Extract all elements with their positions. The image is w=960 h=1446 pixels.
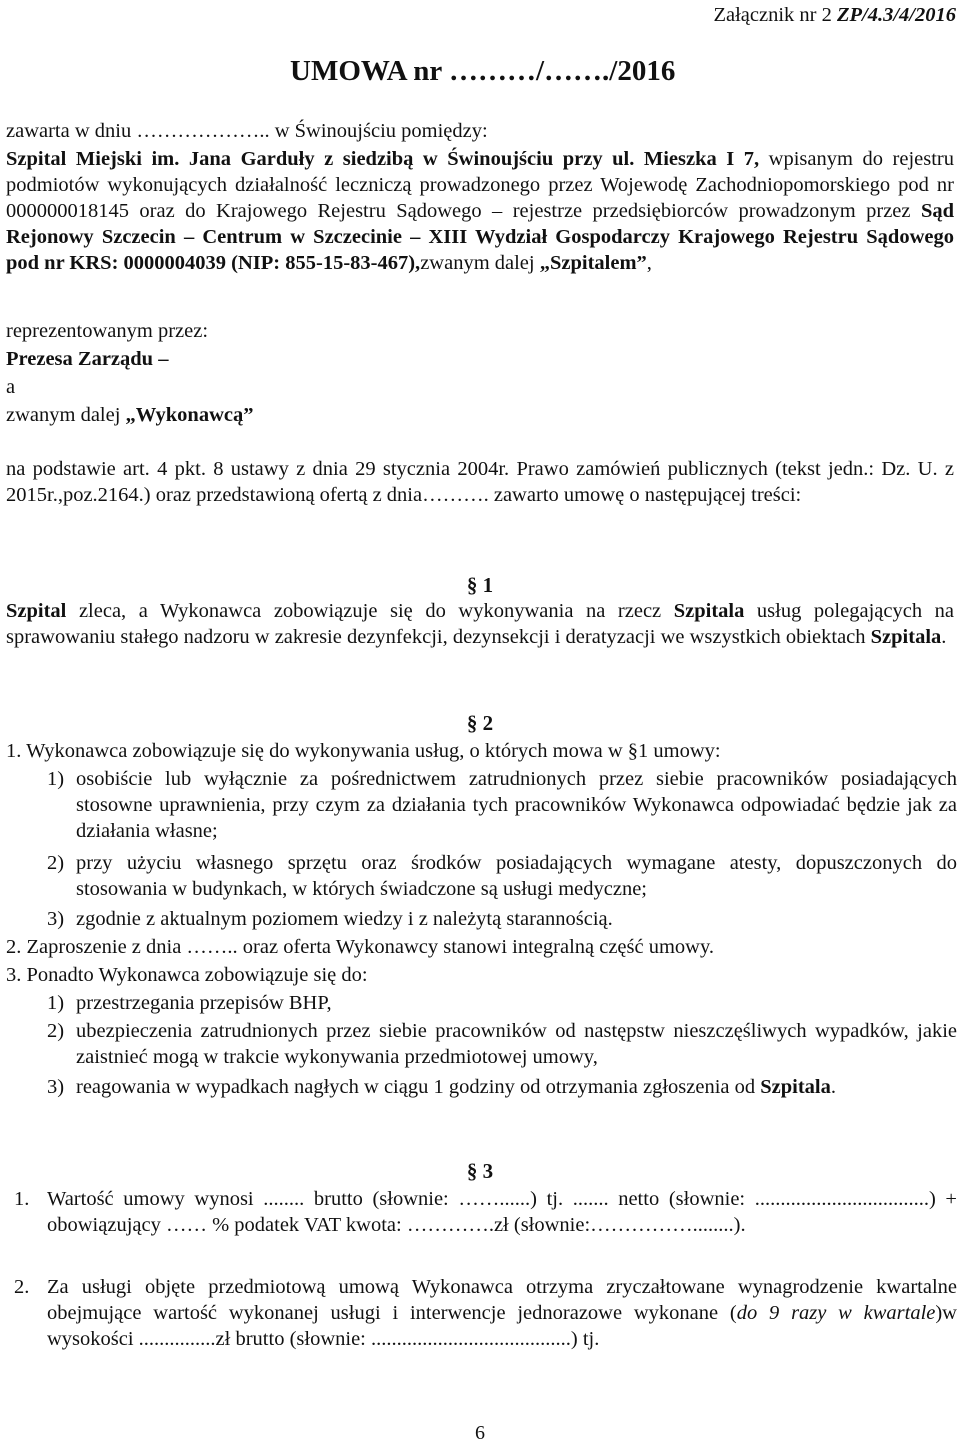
s3-p2-italic: do 9 razy w kwartale [736, 1302, 936, 1324]
s2-point-2: 2. Zaproszenie z dnia …….. oraz oferta Wykonawcy stanowi integralną część umowy. [6, 936, 715, 958]
s2-1-item-1-num: 1) [47, 768, 65, 790]
section-1-heading: § 1 [466, 573, 494, 597]
s2-1-item-3: zgodnie z aktualnym poziomem wiedzy i z należytą starannością. [76, 908, 613, 930]
hospital-registry: wpisanym do rejestru podmiotów wykonujących działalność leczniczą prowadzonego przez Wojewodę Zachodniopomorskiego pod nr 000000018145 oraz do Krajowego Rejestru Sądowego – rejestrze przedsiębiorców prowadzonym przez [6, 148, 954, 222]
s2-1-item-2: przy użyciu własnego sprzętu oraz środków posiadających wymagane atesty, dopuszczonych do stosowania w budynkach, w których świadczone są usługi medyczne; [76, 852, 957, 900]
s1-text-b: usług polegających na sprawowaniu stałego nadzoru w zakresie dezynfekcji, dezynsekcji i deratyzacji we wszystkich obiektach [6, 600, 954, 648]
and-label: a [6, 376, 16, 398]
contract-title: UMOWA nr ………/……./2016 [290, 55, 676, 87]
called-hospital-text: zwanym dalej [420, 252, 540, 274]
s1-hospital-3: Szpitala [870, 626, 942, 648]
president-label: Prezesa Zarządu – [6, 348, 169, 370]
court-registry: Sąd Rejonowy Szczecin – Centrum w Szczecinie – XIII Wydział Gospodarczy Krajowego Rejestru Sądowego pod nr KRS: 0000004039 (NIP: 855-15-83-467), [6, 200, 954, 274]
represented-by: reprezentowanym przez: [6, 320, 209, 342]
s3-point-2-num: 2. [14, 1276, 30, 1298]
contractor-alias: „Wykonawcą” [125, 404, 254, 426]
intro-line: zawarta w dniu ……………….. w Świnoujściu pomiędzy: [6, 120, 488, 142]
attachment-label [713, 2, 956, 28]
called-contractor-text: zwanym dalej [6, 404, 126, 426]
s3-point-2 [47, 1274, 957, 1352]
s2-3-item-2: ubezpieczenia zatrudnionych przez siebie pracowników od następstw nieszczęśliwych wypadków, jakie zaistnieć mogą w trakcie wykonywania przedmiotowej umowy, [76, 1020, 957, 1068]
s2-point-1: 1. Wykonawca zobowiązuje się do wykonywania usług, o których mowa w §1 umowy: [6, 740, 721, 762]
legal-basis: na podstawie art. 4 pkt. 8 ustawy z dnia 29 stycznia 2004r. Prawo zamówień publicznych (tekst jedn.: Dz. U. z 2015r.,poz.2164.) oraz przedstawioną ofertą z dnia………. zawarto umowę o następującej treści: [6, 458, 954, 506]
s2-3-item-3-hospital: Szpitala [760, 1076, 831, 1098]
s2-3-item-1-num: 1) [47, 992, 65, 1014]
s2-point-3: 3. Ponadto Wykonawca zobowiązuje się do: [6, 964, 368, 986]
hospital-alias: „Szpitalem” [539, 252, 647, 274]
s1-hospital: Szpital [6, 600, 67, 622]
s2-3-item-1: przestrzegania przepisów BHP, [76, 992, 332, 1014]
attachment-ref: ZP/4.3/4/2016 [836, 4, 956, 26]
section-3-heading: § 3 [466, 1159, 494, 1183]
s2-3-item-3 [76, 1074, 957, 1100]
page-number: 6 [475, 1422, 485, 1444]
s1-end: . [941, 626, 947, 648]
hospital-name: Szpital Miejski im. Jana Garduły z siedzibą w Świnoujściu przy ul. Mieszka I 7, [6, 148, 760, 170]
s3-p2-text-a: Za usługi objęte przedmiotową umową Wykonawca otrzyma zryczałtowane wynagrodzenie kwartalne obejmujące wartość wykonanej usługi i interwencje jednorazowe wykonane ( [47, 1276, 957, 1324]
attachment-text: Załącznik nr 2 [713, 4, 837, 26]
s2-3-item-2-num: 2) [47, 1020, 65, 1042]
s3-point-1: Wartość umowy wynosi ........ brutto (słownie: ……......) tj. ....... netto (słownie: ..................................) + obowiązujący …… % podatek VAT kwota: ………….zł (słownie:……………........). [47, 1188, 957, 1236]
s2-1-item-1: osobiście lub wyłącznie za pośrednictwem zatrudnionych przez siebie pracowników posiadających stosowne uprawnienia, przy czym za działania tych pracowników Wykonawca odpowiadać będzie jak za działania własne; [76, 768, 957, 842]
s2-3-item-3-end: . [830, 1076, 836, 1098]
called-end: , [646, 252, 652, 274]
s1-hospital-2: Szpitala [673, 600, 745, 622]
s3-point-1-num: 1. [14, 1188, 30, 1210]
contractor-alias-line [6, 402, 956, 428]
s2-3-item-3-num: 3) [47, 1076, 65, 1098]
party-description [6, 146, 954, 276]
s1-text-a: zleca, a Wykonawca zobowiązuje się do wykonywania na rzecz [66, 600, 674, 622]
s3-p2-text-b: )w wysokości ...............zł brutto (słownie: .......................................) tj. [47, 1302, 957, 1350]
s2-3-item-3-text: reagowania w wypadkach nagłych w ciągu 1 godziny od otrzymania zgłoszenia od [76, 1076, 761, 1098]
s2-1-item-3-num: 3) [47, 908, 65, 930]
s2-1-item-2-num: 2) [47, 852, 65, 874]
section-1-text [6, 598, 954, 650]
section-2-heading: § 2 [466, 711, 494, 735]
